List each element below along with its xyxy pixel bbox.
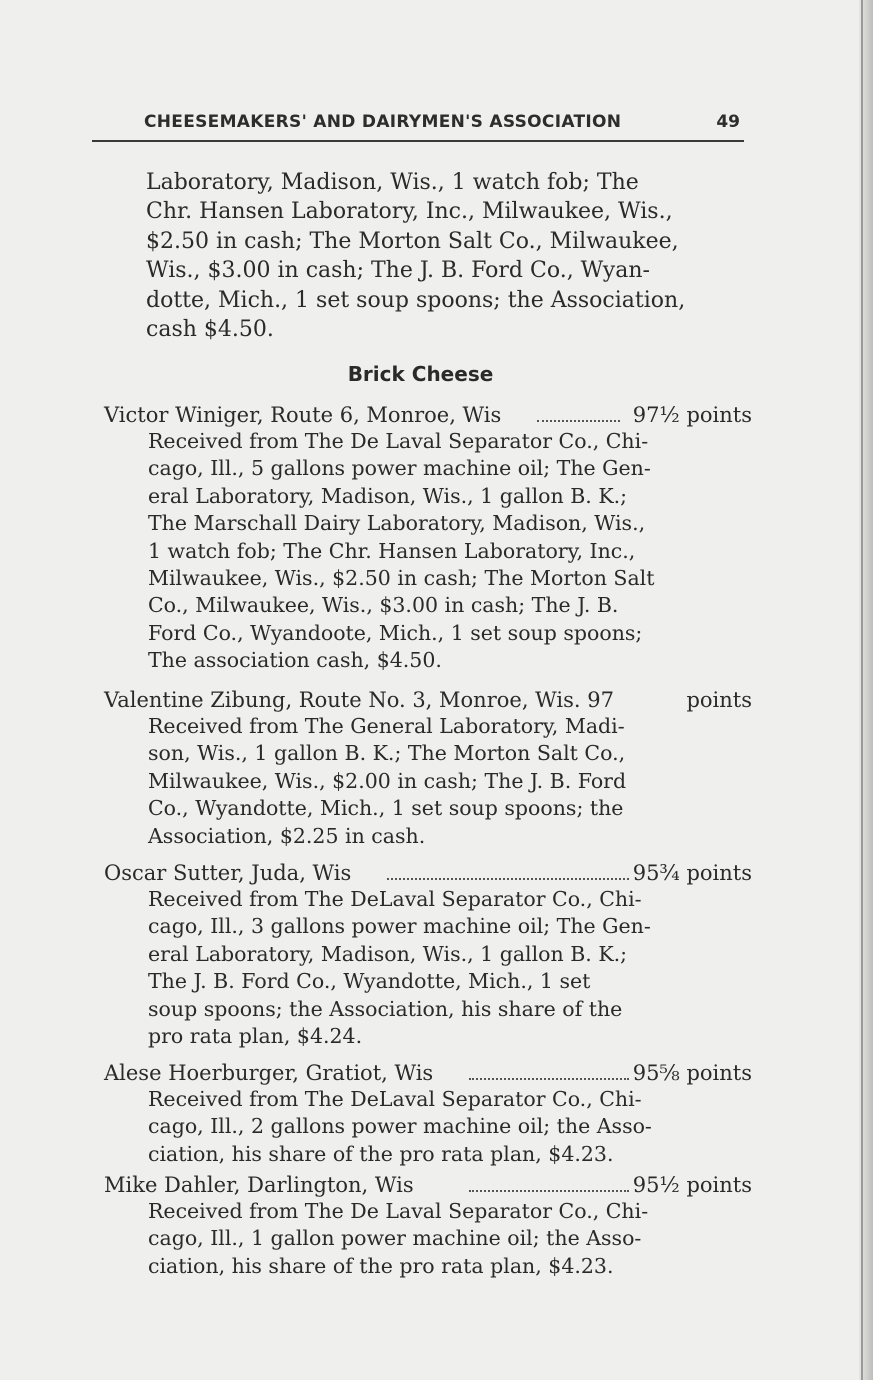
text-line: The Marschall Dairy Laboratory, Madison, Wis., — [148, 511, 646, 536]
entry-score: 97½ points — [632, 403, 752, 427]
text-line: eral Laboratory, Madison, Wis., 1 gallon B. K.; — [148, 941, 628, 966]
section-heading — [0, 362, 873, 386]
text-line: Received from The DeLaval Separator Co., Chi- — [148, 887, 642, 911]
text-line: Received from The De Laval Separator Co., Chi- — [148, 429, 649, 453]
text-line: dotte, Mich., 1 set soup spoons; the Association, — [146, 287, 686, 313]
text-line: Milwaukee, Wis., $2.00 in cash; The J. B. Ford — [148, 768, 627, 793]
entry-name: Alese Hoerburger, Gratiot, Wis — [104, 1061, 434, 1085]
text-line: Received from The DeLaval Separator Co., Chi- — [148, 1087, 642, 1111]
entry-body — [148, 713, 708, 850]
text-line: cago, Ill., 3 gallons power machine oil; The Gen- — [148, 914, 651, 939]
entry-body — [148, 428, 708, 675]
running-head-title: CHEESEMAKERS' AND DAIRYMEN'S ASSOCIATION — [144, 112, 622, 132]
text-line: cash $4.50. — [146, 317, 274, 343]
entry-score: 95½ points — [632, 1173, 752, 1197]
text-line: Association, $2.25 in cash. — [148, 823, 426, 848]
text-line: The association cash, $4.50. — [148, 648, 442, 673]
text-line: $2.50 in cash; The Morton Salt Co., Milwaukee, — [146, 228, 679, 254]
section-heading-text: Brick Cheese — [347, 362, 494, 386]
running-head — [144, 112, 740, 138]
entry-head — [104, 1059, 752, 1088]
entry-head — [104, 1171, 752, 1200]
text-line: Laboratory, Madison, Wis., 1 watch fob; The — [146, 170, 639, 195]
header-rule — [92, 140, 744, 142]
text-line: ciation, his share of the pro rata plan, $4.23. — [148, 1141, 614, 1166]
continued-paragraph — [146, 168, 706, 344]
text-line: cago, Ill., 5 gallons power machine oil; The Gen- — [148, 456, 651, 481]
text-line: Ford Co., Wyandoote, Mich., 1 set soup spoons; — [148, 620, 643, 645]
text-line: 1 watch fob; The Chr. Hansen Laboratory, Inc., — [148, 538, 636, 563]
entry-name: Victor Winiger, Route 6, Monroe, Wis — [104, 403, 502, 427]
dot-leader — [469, 1190, 629, 1192]
text-line: Chr. Hansen Laboratory, Inc., Milwaukee, Wis., — [146, 199, 673, 225]
text-line: Received from The General Laboratory, Madi- — [148, 714, 625, 738]
entry-score: 95¾ points — [632, 861, 752, 885]
text-line: cago, Ill., 1 gallon power machine oil; the Asso- — [148, 1226, 642, 1251]
entry-score: 95⅝ points — [632, 1061, 752, 1085]
entry-body — [148, 1198, 708, 1280]
entry-head — [104, 401, 752, 430]
text-line: soup spoons; the Association, his share of the — [148, 996, 623, 1021]
entry-name: Mike Dahler, Darlington, Wis — [104, 1173, 414, 1197]
entry-score: points — [686, 688, 752, 712]
text-line: eral Laboratory, Madison, Wis., 1 gallon B. K.; — [148, 483, 628, 508]
entry-body — [148, 886, 708, 1050]
text-line: Co., Wyandotte, Mich., 1 set soup spoons; the — [148, 796, 624, 821]
text-line: ciation, his share of the pro rata plan, $4.23. — [148, 1253, 614, 1278]
entry-name: Oscar Sutter, Juda, Wis — [104, 861, 352, 885]
text-line: cago, Ill., 2 gallons power machine oil; the Asso- — [148, 1114, 652, 1139]
text-line: The J. B. Ford Co., Wyandotte, Mich., 1 set — [148, 969, 591, 994]
page-number: 49 — [716, 112, 740, 132]
dot-leader — [469, 1078, 629, 1080]
entry-head — [104, 686, 752, 715]
text-line: Received from The De Laval Separator Co., Chi- — [148, 1199, 649, 1223]
dot-leader — [537, 420, 620, 422]
text-line: son, Wis., 1 gallon B. K.; The Morton Salt Co., — [148, 741, 626, 766]
text-line: Wis., $3.00 in cash; The J. B. Ford Co., Wyan- — [146, 258, 650, 284]
entry-head — [104, 859, 752, 888]
dot-leader — [387, 878, 629, 880]
page-edge-line — [861, 0, 863, 1380]
text-line: Milwaukee, Wis., $2.50 in cash; The Morton Salt — [148, 566, 655, 591]
text-line: Co., Milwaukee, Wis., $3.00 in cash; The J. B. — [148, 593, 619, 618]
entry-name: Valentine Zibung, Route No. 3, Monroe, Wis. 97 — [104, 688, 614, 712]
text-line: pro rata plan, $4.24. — [148, 1024, 363, 1049]
entry-body — [148, 1086, 708, 1168]
